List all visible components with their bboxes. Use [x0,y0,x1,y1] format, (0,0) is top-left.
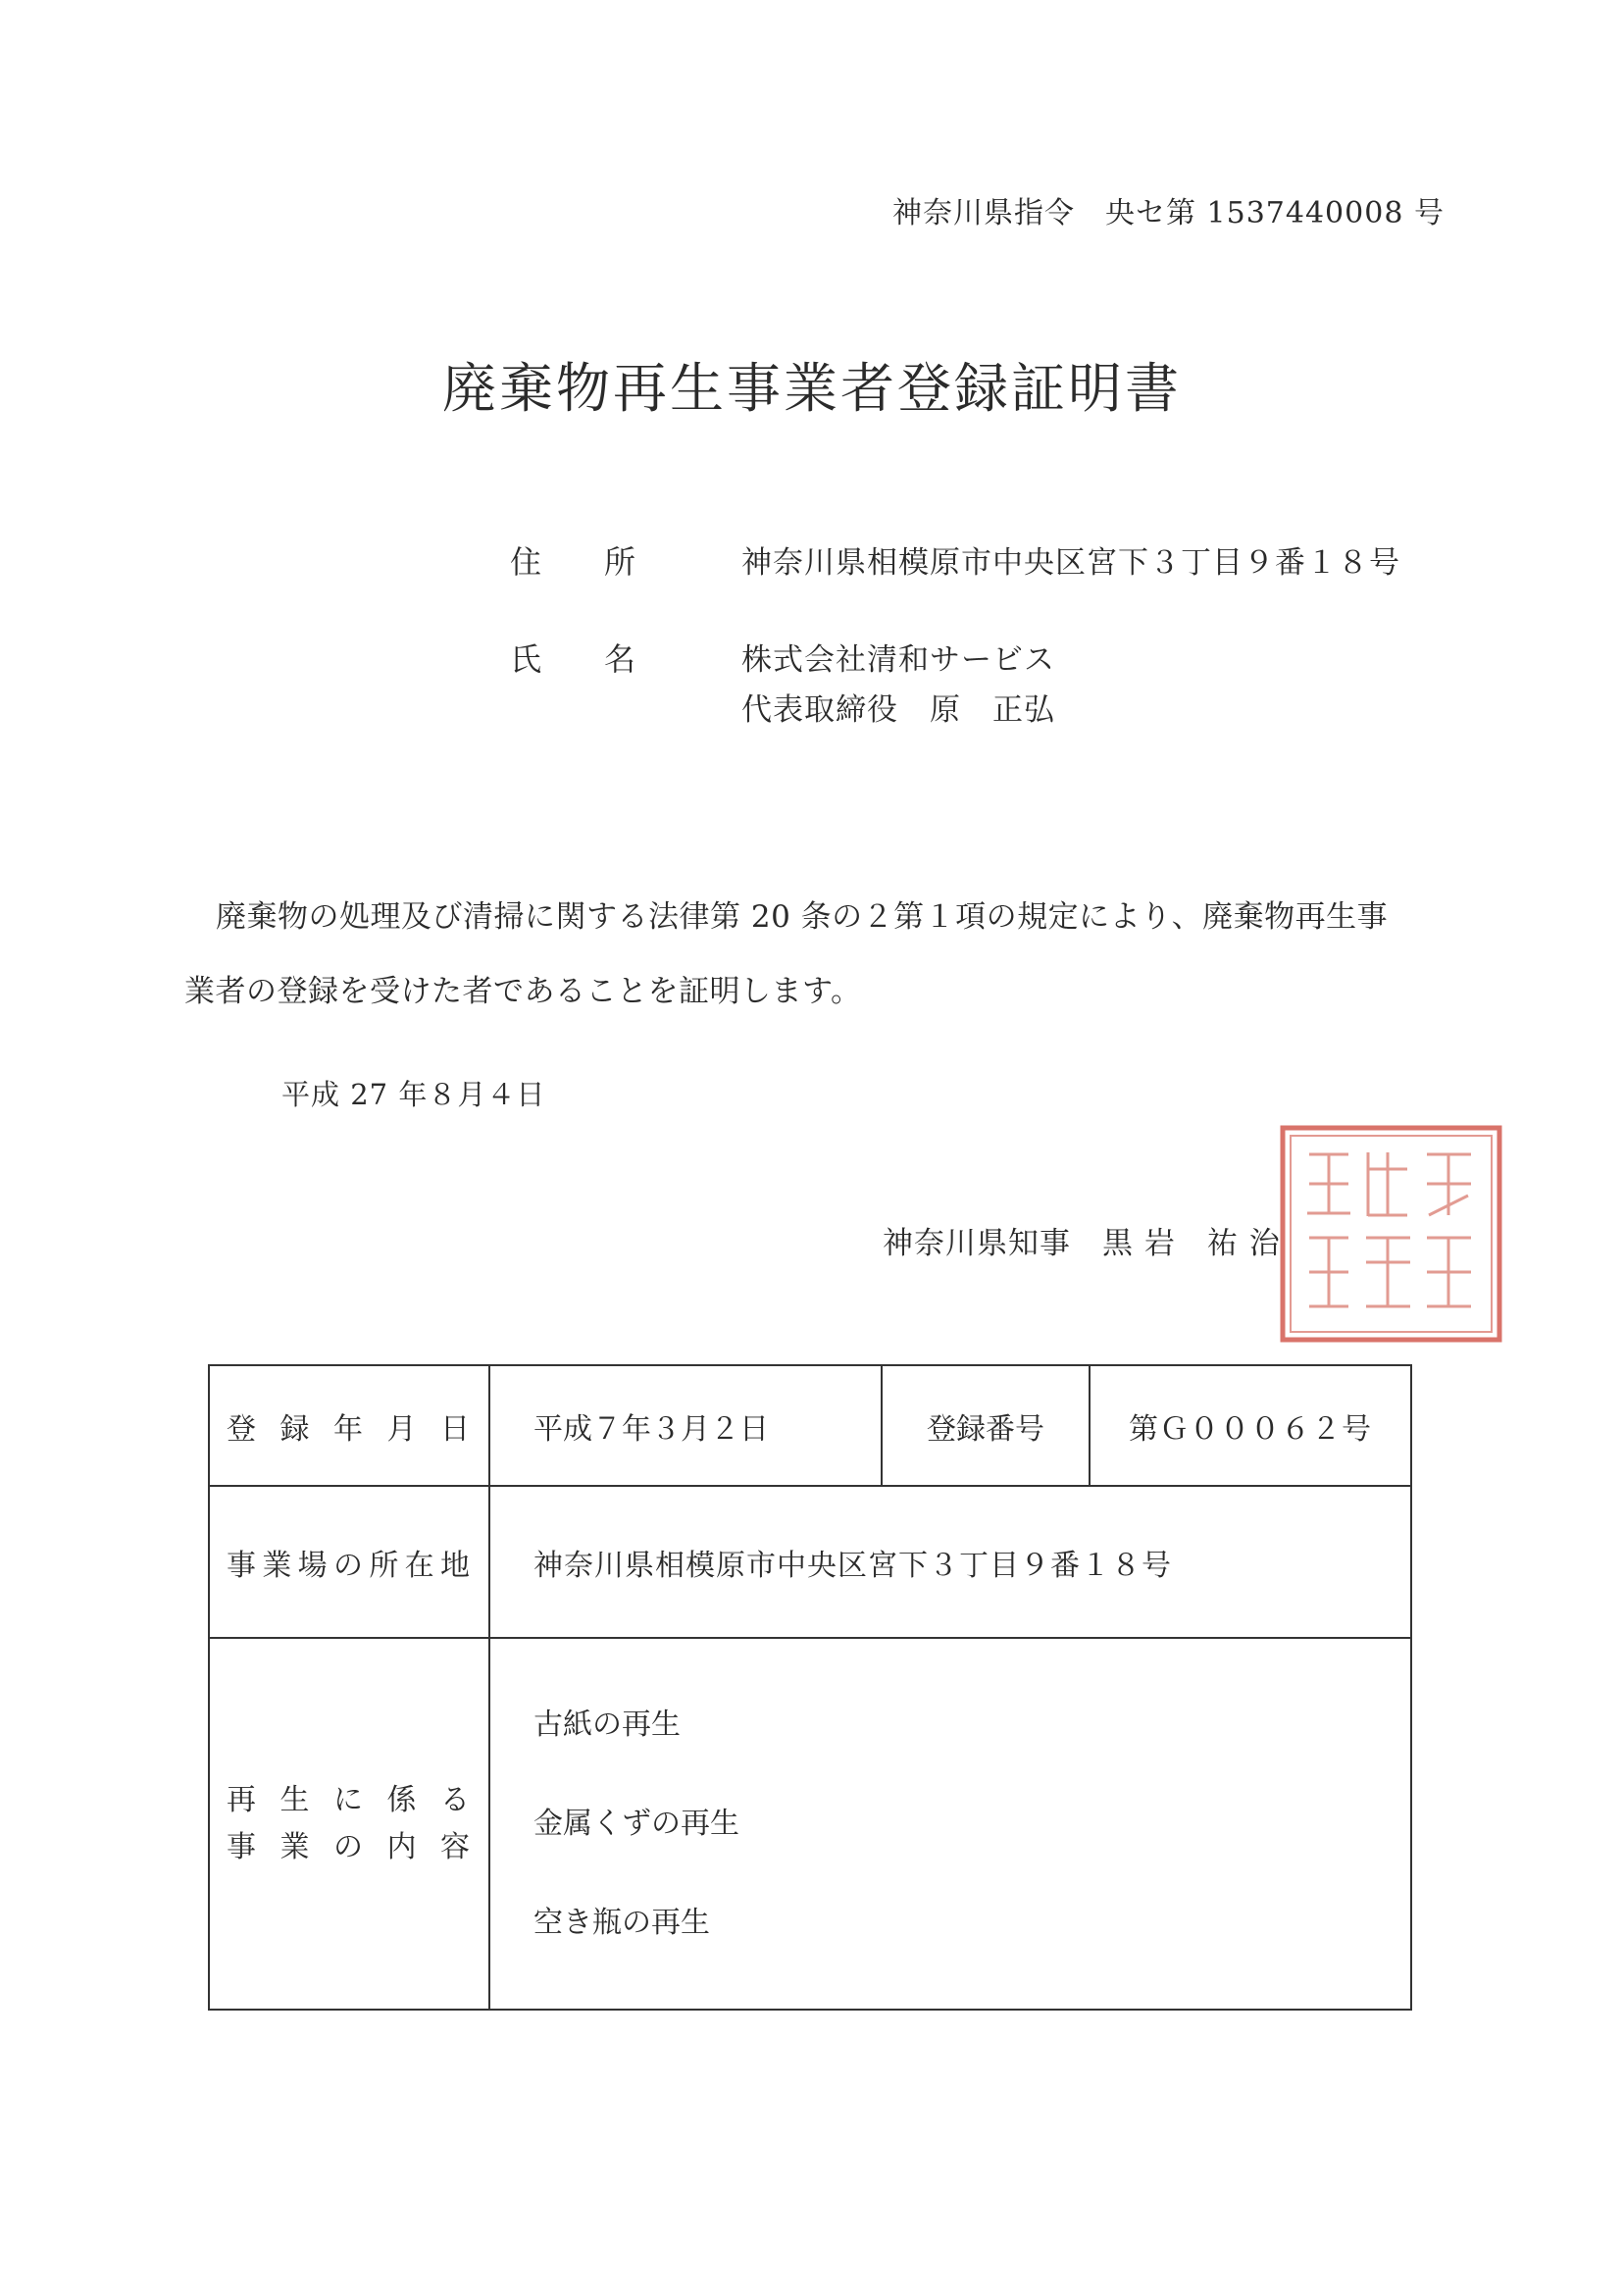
issue-date: 平成 27 年８月４日 [281,1078,546,1111]
business-content-list [489,1638,1411,2010]
list-item: 金属くずの再生 [533,1807,739,1841]
location-value: 神奈川県相模原市中央区宮下３丁目９番１８号 [489,1486,1411,1638]
location-label: 事業場の所在地 [209,1486,489,1638]
certification-text-line2: 業者の登録を受けた者であることを証明します。 [184,974,862,1009]
company-name: 株式会社清和サービス [741,642,1055,678]
list-item: 古紙の再生 [533,1708,681,1742]
table-row [209,1365,1411,1486]
official-seal [1280,1125,1502,1343]
reg-date-value: 平成７年３月２日 [489,1365,882,1486]
business-content-label: 再生に係る 事業の内容 [209,1638,489,2010]
list-item: 空き瓶の再生 [533,1906,710,1940]
registration-table [208,1364,1412,2011]
document-number: 神奈川県指令 央セ第 1537440008 号 [892,196,1445,230]
table-row [209,1638,1411,2010]
issuer-name: 神奈川県知事 黒 岩 祐 治 [883,1226,1281,1261]
name-label: 氏 名 [510,640,636,678]
address-value: 神奈川県相模原市中央区宮下３丁目９番１８号 [741,545,1400,581]
representative-name: 代表取締役 原 正弘 [741,692,1055,728]
page-title: 廃棄物再生事業者登録証明書 [441,357,1182,420]
address-label: 住 所 [510,543,636,581]
table-row [209,1486,1411,1638]
certification-text-line1: 廃棄物の処理及び清掃に関する法律第 20 条の２第１項の規定により、廃棄物再生事 [216,899,1389,935]
reg-number-label: 登録番号 [882,1365,1090,1486]
reg-number-value: 第Ｇ０００６２号 [1090,1365,1411,1486]
reg-date-label: 登録年月日 [209,1365,489,1486]
